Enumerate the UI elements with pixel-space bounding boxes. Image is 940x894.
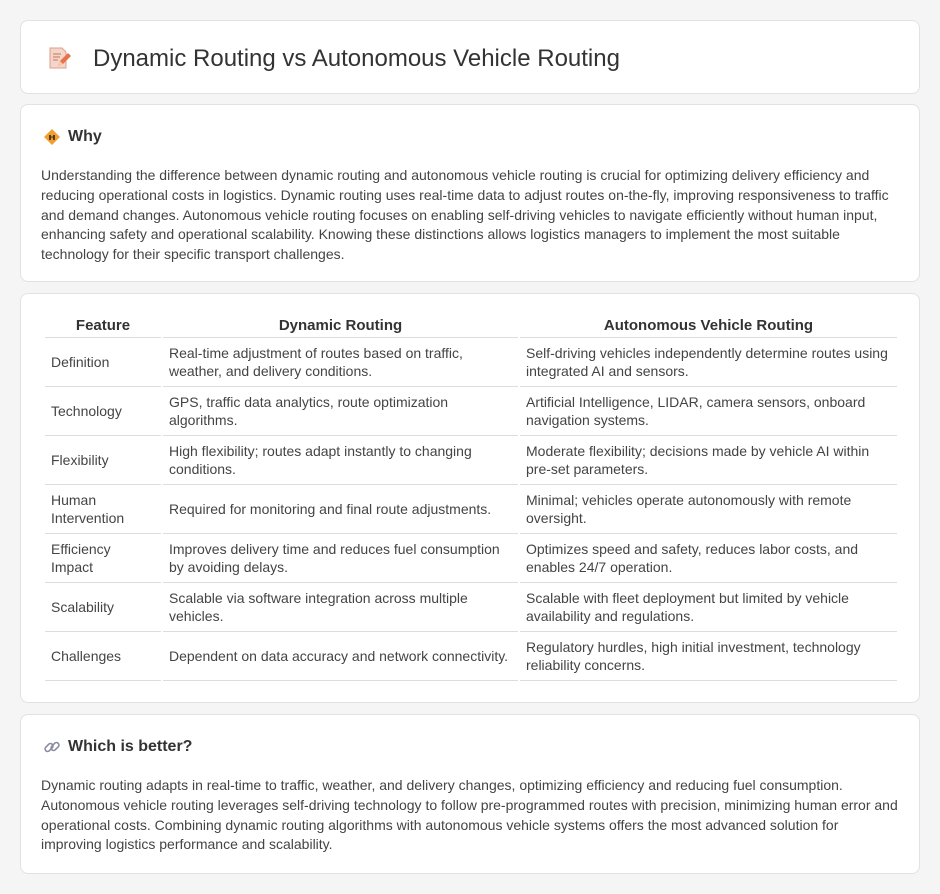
table-row [45,338,897,387]
table-row [45,485,897,534]
feature-cell: Human Intervention [45,485,161,534]
feature-cell: Efficiency Impact [45,534,161,583]
table-row [45,632,897,681]
which-better-card [20,714,920,874]
table-row [45,387,897,436]
table-header-row [45,316,897,338]
feature-cell: Definition [45,338,161,387]
dynamic-cell: GPS, traffic data analytics, route optimization algorithms. [163,387,518,436]
header-card [20,20,920,94]
table-row [45,534,897,583]
better-heading [43,737,192,757]
feature-cell: Technology [45,387,161,436]
header-feature: Feature [45,316,161,338]
table-row [45,436,897,485]
link-icon [43,738,61,756]
header-autonomous-routing: Autonomous Vehicle Routing [520,316,897,338]
dynamic-cell: High flexibility; routes adapt instantly to changing conditions. [163,436,518,485]
page-title: Dynamic Routing vs Autonomous Vehicle Routing [93,45,620,72]
why-text: Understanding the difference between dynamic routing and autonomous vehicle routing is crucial for optimizing delivery efficiency and reducing operational costs in logistics. Dynamic routing uses real-time data to adjust routes on-the-fly, improving responsiveness to traffic and demand changes. Autonomous vehicle routing focuses on enabling self-driving vehicles to navigate efficiently without human input, enhancing safety and operational scalability. Knowing these distinctions allows logistics managers to implement the most suitable technology for their specific transport challenges. [41,167,889,263]
autonomous-cell: Minimal; vehicles operate autonomously with remote oversight. [520,485,897,534]
why-title: Why [68,128,102,145]
dynamic-cell: Dependent on data accuracy and network connectivity. [163,632,518,681]
autonomous-cell: Moderate flexibility; decisions made by vehicle AI within pre-set parameters. [520,436,897,485]
comparison-card [20,293,920,703]
autonomous-cell: Self-driving vehicles independently determine routes using integrated AI and sensors. [520,338,897,387]
feature-cell: Scalability [45,583,161,632]
dynamic-cell: Required for monitoring and final route adjustments. [163,485,518,534]
dynamic-cell: Improves delivery time and reduces fuel consumption by avoiding delays. [163,534,518,583]
autonomous-cell: Artificial Intelligence, LIDAR, camera sensors, onboard navigation systems. [520,387,897,436]
autonomous-cell: Optimizes speed and safety, reduces labor costs, and enables 24/7 operation. [520,534,897,583]
feature-cell: Flexibility [45,436,161,485]
autonomous-cell: Regulatory hurdles, high initial investment, technology reliability concerns. [520,632,897,681]
comparison-table [43,316,899,681]
document-pencil-icon [47,46,71,70]
dynamic-cell: Real-time adjustment of routes based on traffic, weather, and delivery conditions. [163,338,518,387]
diamond-sign-icon [43,128,61,146]
why-card [20,104,920,282]
better-text: Dynamic routing adapts in real-time to traffic, weather, and delivery changes, optimizing efficiency and reducing fuel consumption. Autonomous vehicle routing leverages self-driving technology to follow pre-programmed routes with precision, minimizing human error and operational costs. Combining dynamic routing algorithms with autonomous vehicle systems offers the most advanced solution for improving logistics performance and scalability. [41,777,898,853]
better-title: Which is better? [68,738,193,755]
feature-cell: Challenges [45,632,161,681]
table-row [45,583,897,632]
header-dynamic-routing: Dynamic Routing [163,316,518,338]
autonomous-cell: Scalable with fleet deployment but limited by vehicle availability and regulations. [520,583,897,632]
why-heading [43,127,102,147]
dynamic-cell: Scalable via software integration across multiple vehicles. [163,583,518,632]
